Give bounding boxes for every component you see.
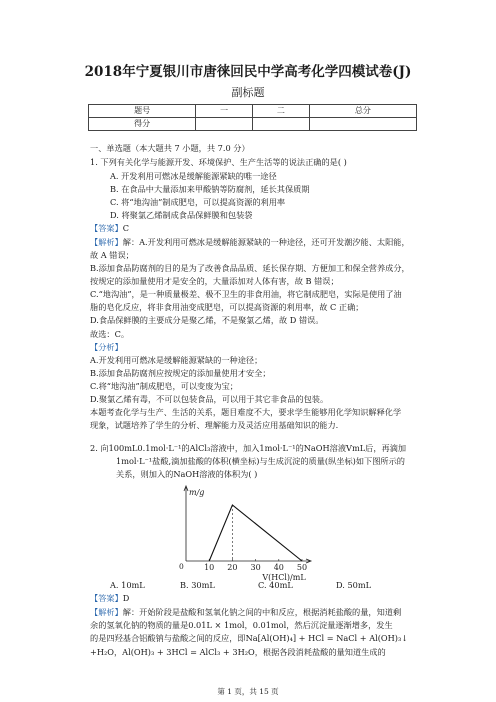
question-2-analysis-line — [90, 606, 401, 618]
fenxi-tag: 【分析】 — [90, 342, 123, 352]
question-1-analysis-line: 脂的皂化反应，将非食用油变成肥皂，可以提高资源的利用率，故 C 正确； — [90, 302, 364, 312]
question-1-fenxi-line: D.聚氯乙烯有毒，不可以包装食品，可以用于其它非食品的包装。 — [90, 394, 329, 404]
question-1-fenxi-line: 现象，试题培养了学生的分析、理解能力及灵活应用基础知识的能力. — [90, 420, 339, 430]
question-2-option-d: D. 50mL — [336, 580, 372, 590]
section-heading: 一、单选题（本大题共 7 小题，共 7.0 分） — [90, 143, 250, 153]
analysis-text: 解：开始阶段是盐酸和氢氧化钠之间的中和反应，根据消耗盐酸的量，知道剩 — [122, 607, 402, 617]
question-2-analysis-line: 余的氢氧化钠的物质的量是0.01L × 1mol，0.01mol，然后沉淀量逐渐增多，发生 — [90, 620, 393, 630]
question-1-fenxi-line: 本题考查化学与生产、生活的关系，题目难度不大，要求学生能够用化学知识解释化学 — [90, 407, 402, 417]
x-tick-label: 10 — [204, 563, 215, 572]
table-header-cell: 一 — [196, 105, 253, 118]
x-tick-label: 30 — [250, 563, 261, 572]
score-table — [88, 104, 417, 131]
table-row — [89, 105, 417, 118]
question-2-option-a: A. 10mL — [110, 580, 145, 590]
x-tick-label: 20 — [227, 563, 238, 572]
question-2-analysis-line: 的是四羟基合铝酸钠与盐酸之间的反应，即Na[Al(OH)₄] + HCl = NaCl + Al(OH)₃↓ — [90, 633, 409, 643]
table-cell — [309, 118, 416, 131]
question-1-option-b: B. 在食品中大量添加来甲酸钠等防腐剂，延长其保质期 — [110, 184, 310, 194]
question-1-option-a: A. 开发利用可燃冰是缓解能源紧缺的唯一途径 — [110, 171, 277, 181]
precipitate-mass-line — [209, 505, 302, 561]
question-1-fenxi-line: C.将“地沟油”制成肥皂，可以变废为宝； — [90, 381, 238, 391]
analysis-tag: 【解析】 — [90, 607, 123, 617]
table-row — [89, 118, 417, 131]
page-subtitle: 副标题 — [231, 86, 265, 99]
table-header-cell: 二 — [252, 105, 309, 118]
question-2-analysis-line: +H₂O，Al(OH)₃ + 3HCl = AlCl₃ + 3H₂O，根据各段消耗盐酸的量知道生成的 — [90, 647, 386, 657]
question-2-option-c: C. 40mL — [258, 580, 293, 590]
table-cell — [252, 118, 309, 131]
question-1-fenxi-tag — [90, 341, 123, 353]
question-1-analysis-line: D.食品保鲜膜的主要成分是聚乙烯，不是聚氯乙烯，故 D 错误。 — [90, 315, 324, 325]
question-1-option-c: C. 将“地沟油”制成肥皂，可以提高资源的利用率 — [110, 197, 286, 207]
question-1-analysis-line: 故 A 错误； — [90, 250, 134, 260]
answer-value: D — [122, 593, 130, 603]
analysis-text: 解：A.开发利用可燃冰是缓解能源紧缺的一种途径，还可开发潮汐能、太阳能， — [122, 237, 410, 247]
table-row-label: 得分 — [89, 118, 196, 131]
answer-tag: 【答案】 — [90, 223, 123, 233]
question-1-stem: 1. 下列有关化学与能源开发、环境保护、生产生活等的说法正确的是( ) — [90, 157, 347, 167]
question-1-option-d: D. 将聚氯乙烯制成食品保鲜膜和包装袋 — [110, 210, 253, 220]
question-2-answer — [90, 592, 129, 604]
x-tick-label: 50 — [296, 563, 308, 572]
question-2-stem-line: 2. 向100mL0.1mol·L⁻¹的AlCl₃溶液中，加入1mol·L⁻¹的NaOH溶液VmL后，再滴加 — [90, 443, 407, 453]
precipitate-mass-chart — [172, 481, 322, 581]
table-header-cell: 题号 — [89, 105, 196, 118]
question-1-analysis-line: 按规定的添加量使用才是安全的，大量添加对人体有害，故 B 错误； — [90, 276, 339, 286]
question-2-stem-line: 1mol·L⁻¹盐酸,滴加盐酸的体积(横坐标)与生成沉淀的质量(纵坐标)如下图所示的 — [116, 456, 405, 466]
answer-tag: 【答案】 — [90, 593, 123, 603]
question-1-analysis-line: C.“地沟油”，是一种质量极差、极不卫生的非食用油，将它制成肥皂，实际是使用了油 — [90, 289, 402, 299]
table-cell — [196, 118, 253, 131]
origin-label: 0 — [179, 562, 184, 571]
x-tick-label: 40 — [273, 563, 284, 572]
question-1-analysis-line: B.添加食品防腐剂的目的是为了改善食品品质、延长保存期、方便加工和保全营养成分， — [90, 263, 410, 273]
question-1-analysis-line: 故选：C。 — [90, 329, 130, 339]
question-1-answer — [90, 222, 129, 234]
question-1-fenxi-line: A.开发利用可燃冰是缓解能源紧缺的一种途径； — [90, 355, 263, 365]
page-title: 2018年宁夏银川市唐徕回民中学高考化学四模试卷(J) — [84, 64, 412, 80]
analysis-tag: 【解析】 — [90, 237, 123, 247]
page-footer: 第 1 页，共 15 页 — [217, 687, 279, 696]
question-2-stem-line: 关系，则加入的NaOH溶液的体积为( ) — [116, 469, 258, 479]
question-2-option-b: B. 30mL — [180, 580, 215, 590]
answer-value: C — [122, 223, 130, 233]
question-1-analysis-line — [90, 236, 410, 248]
x-axis-label: V(HCl)/mL — [262, 573, 306, 581]
question-1-fenxi-line: B.添加食品防腐剂应按规定的添加量使用才安全； — [90, 368, 271, 378]
table-header-cell: 总分 — [309, 105, 416, 118]
y-axis-label: m/g — [189, 488, 205, 497]
